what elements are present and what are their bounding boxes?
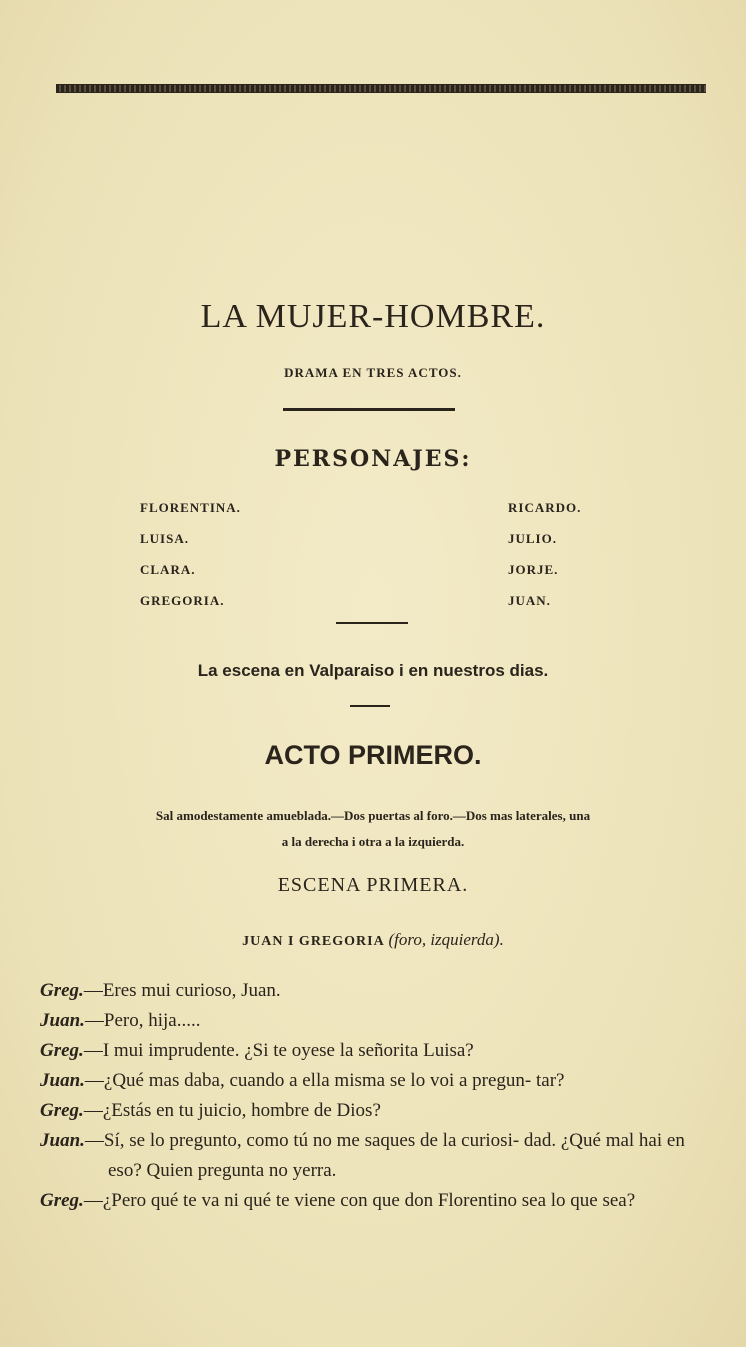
play-subtitle: DRAMA EN TRES ACTOS. xyxy=(284,365,462,380)
scene-heading: ESCENA PRIMERA. xyxy=(277,874,469,896)
character-names: JUAN I GREGORIA xyxy=(242,934,384,949)
cast-item: FLORENTINA. xyxy=(140,500,241,515)
cast-item: GREGORIA. xyxy=(140,593,225,608)
stage-direction-line: a la derecha i otra a la izquierda. xyxy=(281,834,465,849)
cast-item: JORJE. xyxy=(508,562,559,577)
divider-rule xyxy=(283,408,455,411)
dialogue-line xyxy=(40,1006,700,1036)
cast-item: JULIO. xyxy=(508,531,557,546)
cast-item: JUAN. xyxy=(508,593,551,608)
dialogue-line xyxy=(40,1066,700,1096)
cast-item: RICARDO. xyxy=(508,500,582,515)
act-heading: ACTO PRIMERO. xyxy=(264,740,482,770)
speaker: Greg. xyxy=(40,980,84,1001)
dialogue-line xyxy=(40,976,700,1006)
divider-rule xyxy=(336,622,408,624)
cast-list-left xyxy=(140,500,241,624)
speech: —Sí, se lo pregunto, como tú no me saques de la curiosi- dad. ¿Qué mal hai en eso? Quien pregunta no yerra. xyxy=(84,1130,685,1181)
dialogue-line xyxy=(40,1096,700,1126)
dialogue-line xyxy=(40,1036,700,1066)
cast-list-right xyxy=(508,500,581,624)
speech: —¿Estás en tu juicio, hombre de Dios? xyxy=(83,1100,381,1121)
dialogue-line xyxy=(40,1186,700,1216)
scene-setting: La escena en Valparaiso i en nuestros dias. xyxy=(197,661,549,680)
speaker: Greg. xyxy=(40,1040,84,1061)
play-title: LA MUJER-HOMBRE. xyxy=(200,298,546,335)
top-decorative-rule xyxy=(56,84,706,93)
divider-rule xyxy=(350,705,390,707)
speech: —Eres mui curioso, Juan. xyxy=(83,980,281,1001)
speaker: Greg. xyxy=(40,1100,84,1121)
speech: —I mui imprudente. ¿Si te oyese la señorita Luisa? xyxy=(83,1040,474,1061)
scene-characters xyxy=(0,930,746,950)
cast-item: LUISA. xyxy=(140,531,189,546)
dialogue-block xyxy=(40,976,700,1216)
personajes-heading: PERSONAJES: xyxy=(274,446,472,472)
speech: —¿Qué mas daba, cuando a ella misma se lo voi a pregun- tar? xyxy=(84,1070,565,1091)
stage-direction xyxy=(40,803,706,855)
dialogue-line xyxy=(40,1126,700,1186)
speaker: Greg. xyxy=(40,1190,84,1211)
stage-direction-line: Sal amodestamente amueblada.—Dos puertas al foro.—Dos mas laterales, una xyxy=(155,808,591,823)
speech: —Pero, hija..... xyxy=(84,1010,201,1031)
speaker: Juan. xyxy=(40,1130,85,1151)
speech: —¿Pero qué te va ni qué te viene con que don Florentino sea lo que sea? xyxy=(83,1190,636,1211)
cast-item: CLARA. xyxy=(140,562,196,577)
speaker: Juan. xyxy=(40,1070,85,1091)
speaker: Juan. xyxy=(40,1010,85,1031)
character-direction: (foro, izquierda). xyxy=(388,930,504,949)
